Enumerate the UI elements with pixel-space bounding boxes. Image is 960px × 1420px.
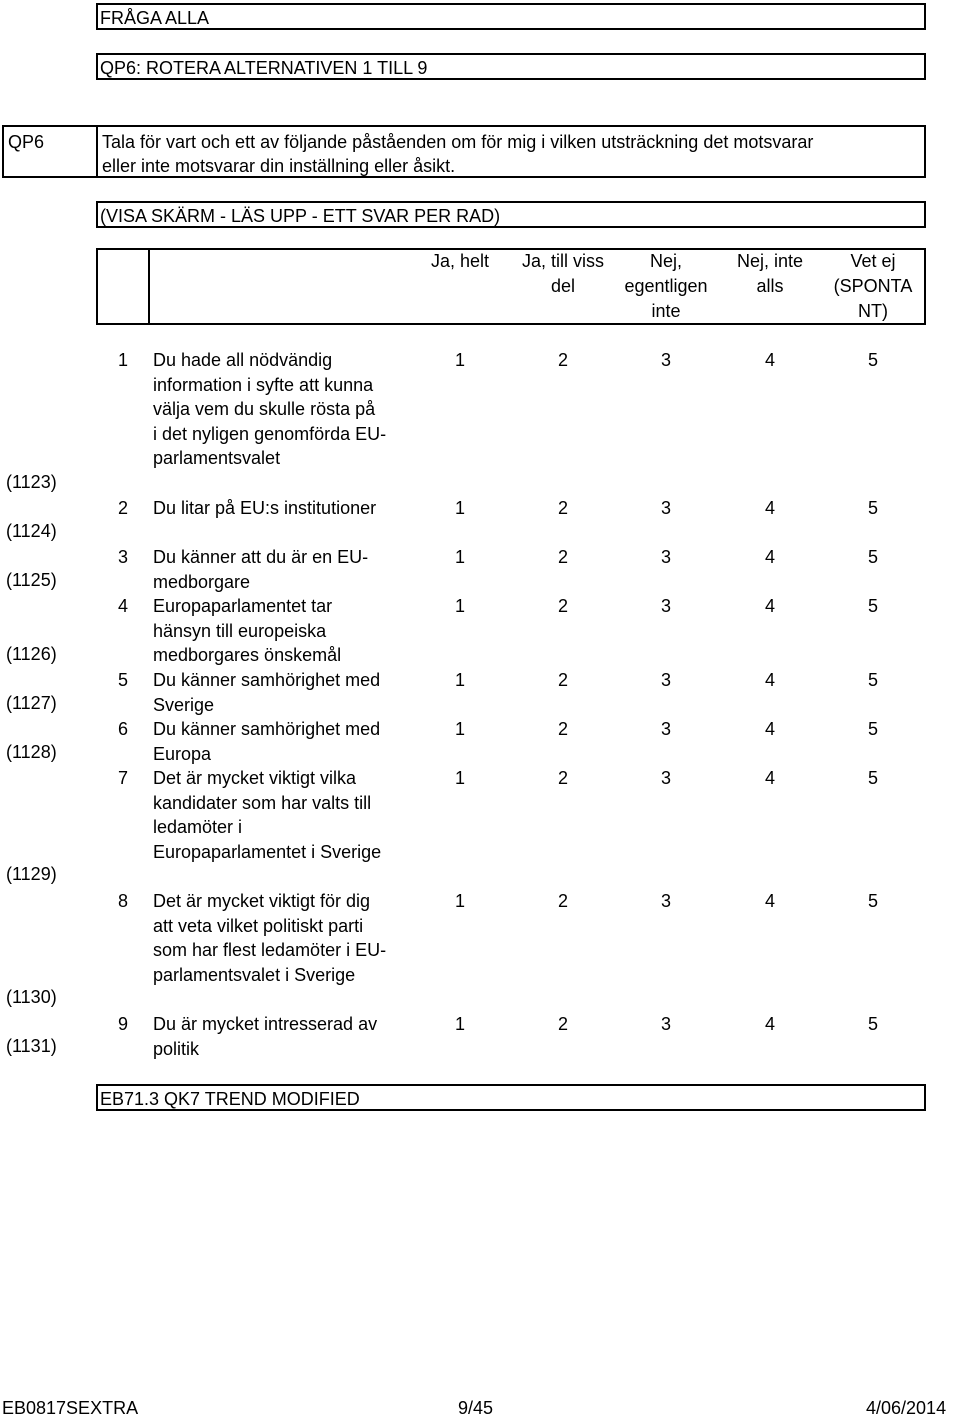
item-statement-line: som har flest ledamöter i EU- <box>153 940 387 960</box>
answer-option-5[interactable]: 5 <box>868 498 879 518</box>
item-number: 6 <box>118 719 129 739</box>
item-statement-line: Du hade all nödvändig <box>153 350 333 370</box>
item-number: 4 <box>118 596 129 616</box>
item-number: 9 <box>118 1014 129 1034</box>
question-divider <box>96 127 98 176</box>
item-statement-line: Du känner att du är en EU- <box>153 547 369 567</box>
variable-code: (1129) <box>6 864 57 884</box>
question-text-line1: Tala för vart och ett av följande påståenden om för mig i vilken utsträckning det motsvarar <box>102 132 814 152</box>
item-statement-line: kandidater som har valts till <box>153 792 372 813</box>
answer-option-2[interactable]: 2 <box>558 891 569 911</box>
answer-option-1[interactable]: 1 <box>455 596 466 616</box>
item-number: 7 <box>118 768 129 788</box>
answer-option-1[interactable]: 1 <box>455 719 466 739</box>
answer-option-4[interactable]: 4 <box>765 596 776 616</box>
answer-option-1[interactable]: 1 <box>455 547 466 567</box>
rotation-note-box <box>96 53 926 80</box>
answer-option-2[interactable]: 2 <box>558 1014 569 1034</box>
answer-option-3[interactable]: 3 <box>661 891 672 911</box>
variable-code: (1123) <box>6 472 57 492</box>
column-header-3-line2: egentligen <box>624 276 708 296</box>
variable-code: (1131) <box>6 1036 57 1056</box>
answer-option-1[interactable]: 1 <box>455 891 466 911</box>
column-header-5-line3: NT) <box>858 301 888 321</box>
item-statement-line: medborgares önskemål <box>153 645 342 665</box>
answer-option-3[interactable]: 3 <box>661 350 672 370</box>
answer-option-4[interactable]: 4 <box>765 498 776 518</box>
variable-code: (1125) <box>6 570 57 590</box>
question-text-line2: eller inte motsvarar din inställning eller åsikt. <box>102 156 456 176</box>
answer-option-1[interactable]: 1 <box>455 670 466 690</box>
item-number: 2 <box>118 498 129 518</box>
column-header-5-line2: (SPONTA <box>833 276 913 296</box>
answer-option-5[interactable]: 5 <box>868 719 879 739</box>
answer-option-2[interactable]: 2 <box>558 547 569 567</box>
item-number: 3 <box>118 547 129 567</box>
item-statement-line: politik <box>153 1038 200 1059</box>
answer-option-2[interactable]: 2 <box>558 350 569 370</box>
item-statement-line: parlamentsvalet <box>153 448 281 468</box>
footer-left: EB0817SEXTRA <box>2 1398 139 1418</box>
variable-code: (1126) <box>6 644 57 664</box>
variable-code: (1128) <box>6 742 57 762</box>
item-statement-line: Europaparlamentet tar <box>153 596 333 616</box>
trend-note-text: EB71.3 QK7 TREND MODIFIED <box>100 1089 360 1109</box>
item-statement-line: i det nyligen genomförda EU- <box>153 423 387 444</box>
column-header-divider <box>148 250 150 323</box>
item-statement-line: Europa <box>153 743 212 764</box>
item-statement-line: Det är mycket viktigt vilka <box>153 768 357 788</box>
item-statement-line: att veta vilket politiskt parti <box>153 915 364 936</box>
answer-option-3[interactable]: 3 <box>661 670 672 690</box>
item-statement-line: Det är mycket viktigt för dig <box>153 891 371 911</box>
item-statement-line: hänsyn till europeiska <box>153 620 327 641</box>
item-statement-line: Du är mycket intresserad av <box>153 1014 378 1034</box>
answer-option-3[interactable]: 3 <box>661 1014 672 1034</box>
item-statement-line: ledamöter i <box>153 817 243 837</box>
answer-option-4[interactable]: 4 <box>765 768 776 788</box>
item-statement-line: parlamentsvalet i Sverige <box>153 964 356 985</box>
item-statement-line: information i syfte att kunna <box>153 374 374 395</box>
answer-option-4[interactable]: 4 <box>765 350 776 370</box>
answer-option-1[interactable]: 1 <box>455 498 466 518</box>
answer-option-4[interactable]: 4 <box>765 670 776 690</box>
answer-option-5[interactable]: 5 <box>868 768 879 788</box>
answer-option-5[interactable]: 5 <box>868 350 879 370</box>
answer-option-5[interactable]: 5 <box>868 547 879 567</box>
trend-note-box <box>96 1084 926 1111</box>
answer-option-4[interactable]: 4 <box>765 547 776 567</box>
answer-option-4[interactable]: 4 <box>765 1014 776 1034</box>
answer-option-3[interactable]: 3 <box>661 596 672 616</box>
answer-option-2[interactable]: 2 <box>558 768 569 788</box>
variable-code: (1130) <box>6 987 57 1007</box>
instruction-text: FRÅGA ALLA <box>100 8 210 28</box>
answer-option-2[interactable]: 2 <box>558 719 569 739</box>
answer-option-3[interactable]: 3 <box>661 768 672 788</box>
variable-code: (1127) <box>6 693 57 713</box>
answer-option-1[interactable]: 1 <box>455 768 466 788</box>
answer-option-1[interactable]: 1 <box>455 1014 466 1034</box>
answer-option-3[interactable]: 3 <box>661 719 672 739</box>
column-header-1-line1: Ja, helt <box>430 251 490 271</box>
answer-option-3[interactable]: 3 <box>661 547 672 567</box>
answer-option-2[interactable]: 2 <box>558 596 569 616</box>
item-statement-line: Du litar på EU:s institutioner <box>153 498 377 518</box>
column-header-5-line1: Vet ej <box>850 251 896 271</box>
answer-option-2[interactable]: 2 <box>558 498 569 518</box>
variable-code: (1124) <box>6 521 57 541</box>
column-header-2-line1: Ja, till viss <box>521 251 604 271</box>
item-statement-line: välja vem du skulle rösta på <box>153 399 376 419</box>
rotation-note-text: QP6: ROTERA ALTERNATIVEN 1 TILL 9 <box>100 58 428 78</box>
item-statement-line: Europaparlamentet i Sverige <box>153 841 382 862</box>
item-number: 1 <box>118 350 129 370</box>
show-card-box <box>96 201 926 228</box>
answer-option-5[interactable]: 5 <box>868 891 879 911</box>
item-number: 5 <box>118 670 129 690</box>
answer-option-3[interactable]: 3 <box>661 498 672 518</box>
footer-date: 4/06/2014 <box>866 1398 947 1418</box>
question-box <box>2 125 926 178</box>
answer-option-5[interactable]: 5 <box>868 1014 879 1034</box>
footer-page: 9/45 <box>458 1398 494 1418</box>
item-statement-line: Sverige <box>153 694 215 715</box>
item-statement-line: Du känner samhörighet med <box>153 719 381 739</box>
show-card-text: (VISA SKÄRM - LÄS UPP - ETT SVAR PER RAD) <box>100 206 501 226</box>
column-header-4-line2: alls <box>756 276 784 296</box>
item-statement-line: medborgare <box>153 571 251 592</box>
answer-option-4[interactable]: 4 <box>765 719 776 739</box>
answer-option-5[interactable]: 5 <box>868 670 879 690</box>
item-statement-line: Du känner samhörighet med <box>153 670 381 690</box>
answer-option-5[interactable]: 5 <box>868 596 879 616</box>
column-header-4-line1: Nej, inte <box>736 251 804 271</box>
column-header-2-line2: del <box>550 276 576 296</box>
question-id: QP6 <box>8 132 45 152</box>
column-header-3-line1: Nej, <box>649 251 682 271</box>
item-number: 8 <box>118 891 129 911</box>
answer-option-4[interactable]: 4 <box>765 891 776 911</box>
answer-option-1[interactable]: 1 <box>455 350 466 370</box>
column-header-3-line3: inte <box>651 301 681 321</box>
answer-option-2[interactable]: 2 <box>558 670 569 690</box>
instruction-box <box>96 3 926 30</box>
